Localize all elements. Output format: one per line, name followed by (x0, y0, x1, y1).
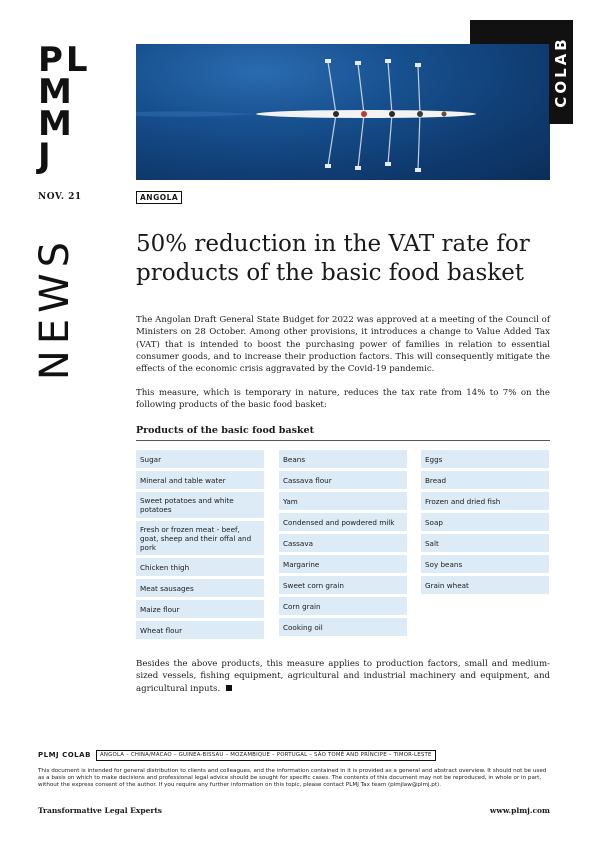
footer-tagline: Transformative Legal Experts (38, 806, 163, 815)
product-cell: Fresh or frozen meat - beef, goat, sheep and their offal and pork (136, 521, 264, 555)
product-cell: Frozen and dried fish (421, 492, 549, 510)
product-cell: Soap (421, 513, 549, 531)
logo-line-1: PL M (38, 40, 91, 112)
colab-tab-bar (470, 20, 550, 44)
product-cell: Chicken thigh (136, 558, 264, 576)
product-cell: Sweet potatoes and white potatoes (136, 492, 264, 518)
product-cell: Grain wheat (421, 576, 549, 594)
issue-date: NOV. 21 (38, 192, 82, 202)
product-cell: Bread (421, 471, 549, 489)
product-cell: Condensed and powdered milk (279, 513, 407, 531)
product-cell: Meat sausages (136, 579, 264, 597)
products-column-1 (136, 450, 264, 642)
footer-brand: PLMJ COLAB (38, 751, 91, 759)
product-cell: Soy beans (421, 555, 549, 573)
product-cell: Yam (279, 492, 407, 510)
product-cell: Cassava (279, 534, 407, 552)
closing-paragraph (136, 658, 550, 695)
intro-paragraph: The Angolan Draft General State Budget for 2022 was approved at a meeting of the Council of Ministers on 28 October. Among other provisions, it introduces a change to Value Added Tax (VAT) that is intended to boost the purchasing power of families in relation to essential consumer goods, and to increase their production factors. This will consequently mitigate the effects of the economic crisis aggravated by the Covid-19 pandemic. (136, 315, 550, 375)
product-cell: Corn grain (279, 597, 407, 615)
product-cell: Maize flour (136, 600, 264, 618)
logo-line-2: M J (38, 104, 75, 176)
article-title: 50% reduction in the VAT rate for products of the basic food basket (136, 231, 530, 286)
footer-website-link[interactable]: www.plmj.com (489, 806, 550, 815)
plmj-logo (38, 40, 100, 176)
products-table-title: Products of the basic food basket (136, 425, 314, 436)
closing-text: Besides the above products, this measure applies to production factors, small and medium-sized vessels, fishing equipment, agricultural and industrial machinery and equipment, and agricultural inputs. (136, 659, 550, 694)
product-cell: Cooking oil (279, 618, 407, 636)
product-cell: Eggs (421, 450, 549, 468)
measure-paragraph: This measure, which is temporary in nature, reduces the tax rate from 14% to 7% on the following products of the basic food basket: (136, 388, 550, 411)
products-column-3 (421, 450, 549, 597)
product-cell: Beans (279, 450, 407, 468)
product-cell: Wheat flour (136, 621, 264, 639)
product-cell: Cassava flour (279, 471, 407, 489)
product-cell: Sugar (136, 450, 264, 468)
hero-image-rowing-boat (136, 44, 550, 180)
table-divider (136, 440, 550, 441)
section-label-news: NEWS (32, 235, 78, 381)
product-cell: Margarine (279, 555, 407, 573)
product-cell: Sweet corn grain (279, 576, 407, 594)
disclaimer: This document is intended for general distribution to clients and colleagues, and the information contained in it is provided as a general and abstract overview. It should not be used as a basis on which to make decisions and professional legal advice should be sought for specific cases. The contents of this document may not be reproduced, in whole or in part, without the express consent of the author. If you require any further information on this topic, please contact PLMJ Tax team (plmjlaw@plmj.pt). (38, 768, 547, 788)
footer-countries: ANGOLA – CHINA/MACAO – GUINEA-BISSAU – MOZAMBIQUE – PORTUGAL – SÃO TOMÉ AND PRÍNCIPE – TIMOR-LESTE (96, 750, 436, 761)
end-mark-icon (226, 685, 232, 691)
products-column-2 (279, 450, 407, 639)
product-cell: Salt (421, 534, 549, 552)
product-cell: Mineral and table water (136, 471, 264, 489)
country-tag: ANGOLA (136, 191, 182, 204)
colab-label: COLAB (552, 36, 570, 108)
